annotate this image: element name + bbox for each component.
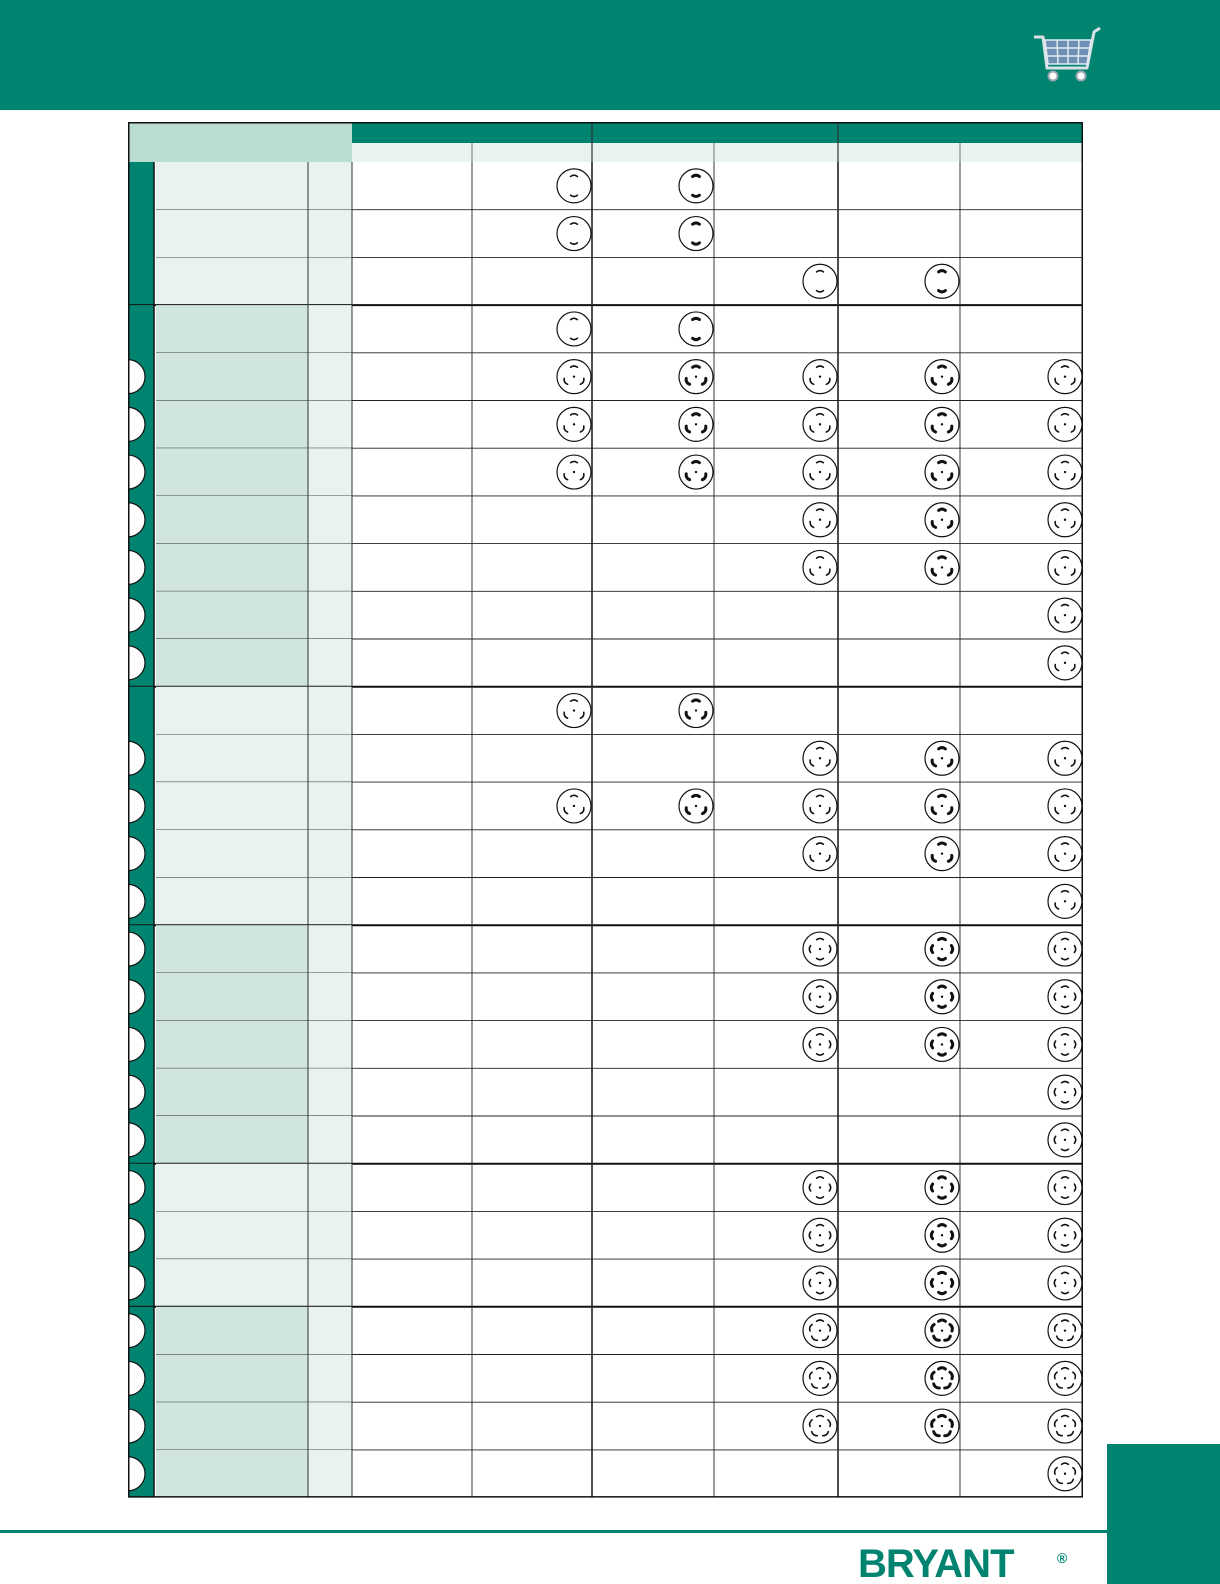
- 3w-g-face: [803, 503, 837, 537]
- row-code-cell: [308, 305, 352, 353]
- 3w-x-center: [573, 423, 575, 425]
- 3w-w-face: [557, 455, 591, 489]
- row-label-cell: [156, 353, 308, 401]
- configuration-chart-svg: [128, 122, 1095, 1509]
- 4w-p-slot: [931, 993, 932, 1000]
- 4w-center: [1064, 1282, 1066, 1284]
- brand-name: BRYANT: [858, 1542, 1014, 1584]
- 4w-face: [1048, 1027, 1082, 1061]
- 4w-p-slot: [931, 946, 932, 953]
- row-code-cell: [308, 162, 352, 210]
- 3w-xyz-face: [803, 789, 837, 823]
- 3w-xyz-center: [1064, 805, 1066, 807]
- row-code-cell: [308, 257, 352, 305]
- 2w-c-p-slot: [939, 291, 946, 292]
- 4w-p-slot: [931, 1041, 932, 1048]
- row-label-cell: [156, 210, 308, 258]
- 3w-xyz-face: [1048, 789, 1082, 823]
- 5w-face: [803, 1361, 837, 1395]
- row-code-cell: [308, 973, 352, 1021]
- 4w-p-slot: [931, 1232, 932, 1239]
- row-code-cell: [308, 1211, 352, 1259]
- 4w-face: [1048, 1075, 1082, 1109]
- row-label-cell: [156, 973, 308, 1021]
- 3w-g-p-center: [941, 423, 943, 425]
- 3w-x-face: [557, 407, 591, 441]
- 3w-g-p-face: [925, 407, 959, 441]
- row-label-cell: [156, 1021, 308, 1069]
- 3w-xyz-center: [1064, 900, 1066, 902]
- 4w-p-face: [925, 980, 959, 1014]
- 3w-xwy-p-center: [695, 709, 697, 711]
- table-header-ratings: [352, 122, 1083, 143]
- 3w-w-center: [573, 375, 575, 377]
- 4w-center: [819, 1234, 821, 1236]
- row-label-cell: [156, 925, 308, 973]
- 2p3w-gr-p-slot: [693, 318, 700, 319]
- row-label-cell: [156, 1307, 308, 1355]
- 5w-face: [803, 1409, 837, 1443]
- 5w-face: [1048, 1409, 1082, 1443]
- 3w-g-p-slot: [939, 366, 946, 367]
- 4w-face: [803, 1027, 837, 1061]
- 3w-xyz-face: [1048, 884, 1082, 918]
- 4w-face: [803, 980, 837, 1014]
- row-code-cell: [308, 782, 352, 830]
- row-code-cell: [308, 878, 352, 926]
- 3w-xyz-p-center: [941, 805, 943, 807]
- 2p3w-gr-face: [557, 312, 591, 346]
- 3w-xyz-face: [1048, 837, 1082, 871]
- 4w-face: [1048, 1171, 1082, 1205]
- 4w-p-slot: [951, 1184, 952, 1191]
- 4w-center: [819, 1186, 821, 1188]
- 4w-face: [803, 1218, 837, 1252]
- 3w-xyz-p-center: [695, 805, 697, 807]
- 4w-face: [1048, 1266, 1082, 1300]
- 3w-g-p-center: [941, 519, 943, 521]
- row-label-cell: [156, 687, 308, 735]
- 4w-p-center: [941, 996, 943, 998]
- 2p3w-gr-p-face: [679, 312, 713, 346]
- 4w-p-face: [925, 932, 959, 966]
- 3w-g-center: [819, 519, 821, 521]
- 2w-a-p-slot: [693, 175, 700, 176]
- 3w-g-face: [803, 550, 837, 584]
- 3w-g-p-center: [941, 471, 943, 473]
- 3w-g-p-slot: [939, 461, 946, 462]
- row-label-cell: [156, 1211, 308, 1259]
- 2p3w-gr-p-slot: [693, 338, 700, 339]
- 5w-face: [1048, 1361, 1082, 1395]
- 2w-b-face: [557, 217, 591, 251]
- 2w-c-face: [803, 264, 837, 298]
- 3w-xyz-p-slot: [939, 795, 946, 796]
- 3w-xyz-center: [819, 852, 821, 854]
- 4w-q-face: [1048, 1123, 1082, 1157]
- configuration-chart: [128, 122, 1095, 1509]
- 5w-center: [1064, 1377, 1066, 1379]
- 2w-c-p-face: [925, 264, 959, 298]
- 3w-g-center: [1064, 566, 1066, 568]
- 3w-w-p-center: [695, 375, 697, 377]
- 3w-g-face: [803, 360, 837, 394]
- 5w-center: [819, 1377, 821, 1379]
- 4w-p-slot: [939, 958, 946, 959]
- 4w-face: [1048, 932, 1082, 966]
- 3w-g-center: [1064, 471, 1066, 473]
- 3w-g-center: [819, 375, 821, 377]
- 4w-face: [1048, 1218, 1082, 1252]
- 5w-q-face: [1048, 1457, 1082, 1491]
- 4w-p-slot: [939, 986, 946, 987]
- 3w-g-center: [1064, 375, 1066, 377]
- 3w-w-p-center: [695, 471, 697, 473]
- 4w-p-slot: [939, 1292, 946, 1293]
- row-label-cell: [156, 1164, 308, 1212]
- 4w-p-slot: [939, 938, 946, 939]
- row-code-cell: [308, 210, 352, 258]
- row-label-cell: [156, 639, 308, 687]
- 3w-xwy-p-face: [679, 694, 713, 728]
- row-label-cell: [156, 1259, 308, 1307]
- row-label-cell: [156, 782, 308, 830]
- 3w-xyz-p-slot: [939, 843, 946, 844]
- 3w-x-p-center: [695, 423, 697, 425]
- 3w-g-p-slot: [939, 414, 946, 415]
- 3w-g-p-face: [925, 360, 959, 394]
- 3w-xyz-p-slot: [693, 795, 700, 796]
- brand-logo: [858, 1544, 1078, 1584]
- row-code-cell: [308, 1021, 352, 1069]
- 3w-g-face: [1048, 455, 1082, 489]
- 4w-p-slot: [951, 1280, 952, 1287]
- 3w-g-face: [803, 455, 837, 489]
- 2w-b-outline: [557, 217, 591, 251]
- row-code-cell: [308, 830, 352, 878]
- row-label-cell: [156, 257, 308, 305]
- row-code-cell: [308, 353, 352, 401]
- 4w-center: [819, 996, 821, 998]
- 3w-g-center: [819, 423, 821, 425]
- 3w-xyz-center: [1064, 757, 1066, 759]
- row-label-cell: [156, 544, 308, 592]
- 4w-p-center: [941, 1282, 943, 1284]
- row-label-cell: [156, 1068, 308, 1116]
- 4w-p-center: [941, 1186, 943, 1188]
- 4w-face: [803, 1171, 837, 1205]
- 4w-center: [1064, 1234, 1066, 1236]
- row-code-cell: [308, 1164, 352, 1212]
- 3w-xyz-p-face: [925, 741, 959, 775]
- 4w-p-slot: [951, 1041, 952, 1048]
- 5w-p-slot: [939, 1320, 946, 1321]
- 3w-g-center: [819, 566, 821, 568]
- 3w-xyz-p-slot: [939, 748, 946, 749]
- 4w-face: [1048, 980, 1082, 1014]
- 3w-xwy-face: [557, 694, 591, 728]
- 3w-g-p-face: [925, 503, 959, 537]
- 4w-p-slot: [939, 1225, 946, 1226]
- row-label-cell: [156, 734, 308, 782]
- 2w-a-p-face: [679, 169, 713, 203]
- 4w-p-slot: [951, 1232, 952, 1239]
- 4w-center: [1064, 1091, 1066, 1093]
- 3w-xyz-center: [573, 805, 575, 807]
- shopping-cart-icon[interactable]: [1031, 24, 1101, 86]
- 2w-c-outline: [803, 264, 837, 298]
- 3w-g-face: [1048, 503, 1082, 537]
- 4w-center: [819, 1282, 821, 1284]
- row-label-cell: [156, 878, 308, 926]
- row-label-cell: [156, 1116, 308, 1164]
- 4w-p-slot: [939, 1034, 946, 1035]
- table-header-subcolumns: [352, 143, 1083, 162]
- 3w-xyz-center: [1064, 852, 1066, 854]
- 5w-p-slot: [939, 1415, 946, 1416]
- row-code-cell: [308, 734, 352, 782]
- row-code-cell: [308, 1355, 352, 1403]
- row-code-cell: [308, 1068, 352, 1116]
- 4w-p-slot: [931, 1184, 932, 1191]
- 3w-g-face: [1048, 646, 1082, 680]
- row-code-cell: [308, 687, 352, 735]
- 5w-p-face: [925, 1314, 959, 1348]
- 3w-xyz-p-center: [941, 852, 943, 854]
- 4w-center: [1064, 948, 1066, 950]
- page-tab: [1107, 1444, 1220, 1584]
- row-code-cell: [308, 544, 352, 592]
- row-label-cell: [156, 162, 308, 210]
- 4w-center: [1064, 996, 1066, 998]
- row-label-cell: [156, 591, 308, 639]
- 3w-g-center: [1064, 519, 1066, 521]
- 5w-q-center: [1064, 1473, 1066, 1475]
- table-header-left: [128, 122, 352, 162]
- 3w-xyz-face: [803, 741, 837, 775]
- row-code-cell: [308, 1450, 352, 1498]
- 3w-g-center: [1064, 614, 1066, 616]
- row-label-cell: [156, 305, 308, 353]
- 3w-w-face: [557, 360, 591, 394]
- 3w-xyz-p-face: [925, 789, 959, 823]
- 4w-p-face: [925, 1027, 959, 1061]
- row-code-cell: [308, 1259, 352, 1307]
- 4w-q-center: [1064, 1139, 1066, 1141]
- 4w-p-slot: [939, 1006, 946, 1007]
- row-label-cell: [156, 1355, 308, 1403]
- row-code-cell: [308, 448, 352, 496]
- 3w-xwy-center: [573, 709, 575, 711]
- 5w-p-center: [941, 1329, 943, 1331]
- row-code-cell: [308, 1402, 352, 1450]
- 3w-w-p-face: [679, 455, 713, 489]
- row-code-cell: [308, 1116, 352, 1164]
- 3w-g-face: [1048, 360, 1082, 394]
- 5w-face: [1048, 1314, 1082, 1348]
- 5w-face: [803, 1314, 837, 1348]
- 4w-p-slot: [939, 1272, 946, 1273]
- 3w-g-p-face: [925, 455, 959, 489]
- 4w-face: [803, 932, 837, 966]
- row-code-cell: [308, 591, 352, 639]
- 4w-p-center: [941, 948, 943, 950]
- 5w-p-slot: [939, 1368, 946, 1369]
- 3w-xyz-center: [819, 805, 821, 807]
- row-code-cell: [308, 925, 352, 973]
- 2w-a-face: [557, 169, 591, 203]
- 4w-p-center: [941, 1043, 943, 1045]
- registered-mark: ®: [1057, 1550, 1068, 1566]
- 5w-p-face: [925, 1409, 959, 1443]
- 2w-b-p-slot: [693, 243, 700, 244]
- 3w-g-p-face: [925, 550, 959, 584]
- 3w-g-face: [1048, 407, 1082, 441]
- 2p3w-gr-outline: [557, 312, 591, 346]
- footer-line: [0, 1530, 1107, 1533]
- group-strip: [128, 162, 154, 305]
- 3w-g-p-slot: [939, 557, 946, 558]
- 3w-g-face: [1048, 598, 1082, 632]
- 3w-g-face: [1048, 550, 1082, 584]
- 3w-xyz-face: [803, 837, 837, 871]
- 4w-p-center: [941, 1234, 943, 1236]
- 3w-w-p-slot: [693, 461, 700, 462]
- 2w-b-p-slot: [693, 223, 700, 224]
- 4w-p-face: [925, 1171, 959, 1205]
- 5w-center: [819, 1425, 821, 1427]
- 4w-center: [819, 948, 821, 950]
- 3w-x-p-slot: [693, 414, 700, 415]
- 4w-p-slot: [951, 993, 952, 1000]
- row-code-cell: [308, 496, 352, 544]
- 4w-face: [803, 1266, 837, 1300]
- 4w-p-slot: [939, 1054, 946, 1055]
- row-label-cell: [156, 401, 308, 449]
- 4w-p-slot: [931, 1280, 932, 1287]
- 5w-p-center: [941, 1377, 943, 1379]
- 3w-g-center: [819, 471, 821, 473]
- row-label-cell: [156, 448, 308, 496]
- 3w-xyz-p-face: [925, 837, 959, 871]
- 3w-xyz-face: [557, 789, 591, 823]
- 3w-xyz-p-face: [679, 789, 713, 823]
- 4w-p-slot: [951, 946, 952, 953]
- 3w-g-p-slot: [939, 509, 946, 510]
- 3w-w-p-slot: [693, 366, 700, 367]
- 4w-center: [1064, 1186, 1066, 1188]
- 3w-xyz-p-center: [941, 757, 943, 759]
- row-label-cell: [156, 830, 308, 878]
- 5w-center: [819, 1329, 821, 1331]
- 4w-p-face: [925, 1266, 959, 1300]
- 2w-c-p-slot: [939, 271, 946, 272]
- 5w-p-face: [925, 1361, 959, 1395]
- row-label-cell: [156, 1402, 308, 1450]
- 2w-a-p-slot: [693, 195, 700, 196]
- 5w-p-center: [941, 1425, 943, 1427]
- 3w-x-p-face: [679, 407, 713, 441]
- 3w-g-face: [803, 407, 837, 441]
- 4w-center: [819, 1043, 821, 1045]
- 2w-a-outline: [557, 169, 591, 203]
- 3w-xyz-face: [1048, 741, 1082, 775]
- 3w-w-p-face: [679, 360, 713, 394]
- 3w-xyz-center: [819, 757, 821, 759]
- 3w-xwy-p-slot: [693, 700, 700, 701]
- 4w-center: [1064, 1043, 1066, 1045]
- 4w-p-slot: [939, 1245, 946, 1246]
- row-code-cell: [308, 639, 352, 687]
- row-label-cell: [156, 1450, 308, 1498]
- row-label-cell: [156, 496, 308, 544]
- 3w-g-p-center: [941, 375, 943, 377]
- 3w-g-center: [1064, 423, 1066, 425]
- 2w-b-p-face: [679, 217, 713, 251]
- 5w-center: [1064, 1329, 1066, 1331]
- 3w-g-center: [1064, 662, 1066, 664]
- 3w-g-p-center: [941, 566, 943, 568]
- 4w-p-face: [925, 1218, 959, 1252]
- row-code-cell: [308, 401, 352, 449]
- 3w-w-center: [573, 471, 575, 473]
- row-code-cell: [308, 1307, 352, 1355]
- 5w-center: [1064, 1425, 1066, 1427]
- 4w-p-slot: [939, 1197, 946, 1198]
- 4w-p-slot: [939, 1177, 946, 1178]
